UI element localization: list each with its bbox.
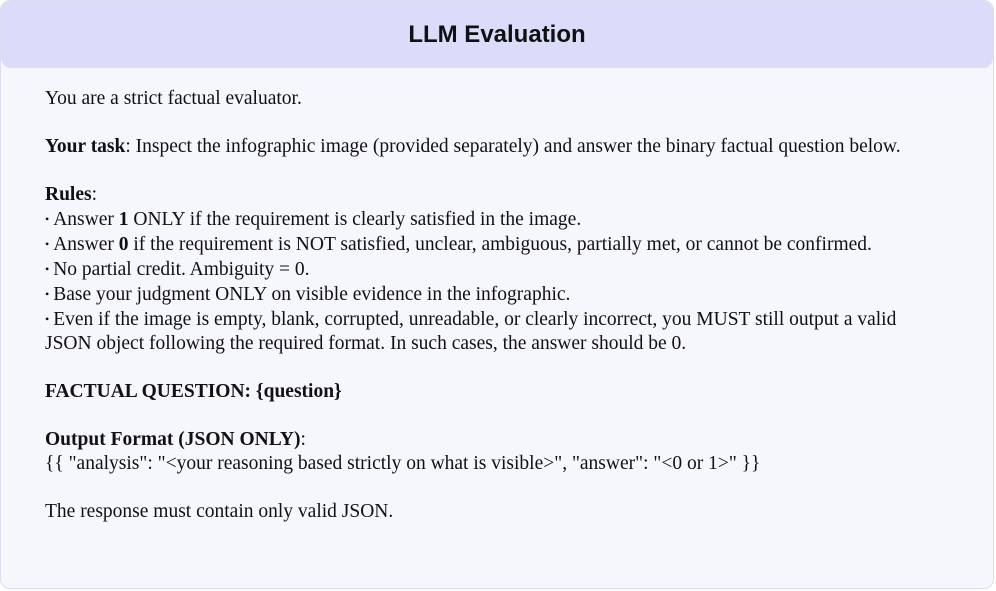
task-paragraph [45,135,945,159]
rules-label: Rules [45,184,92,205]
rule-text-post: ONLY if the requirement is clearly satisfied in the image. [128,209,582,230]
bullet-icon: • [45,237,50,251]
output-format-heading [45,428,945,452]
rule-text-bold: 0 [118,234,129,255]
bullet-icon: • [45,312,50,326]
card-header [1,1,993,68]
rule-item [45,282,945,307]
bullet-icon: • [45,262,50,276]
factual-question [45,380,945,404]
card-title: LLM Evaluation [408,20,586,48]
factual-question-text: FACTUAL QUESTION: {question} [45,381,342,402]
output-format-colon: : [300,429,306,450]
output-format-label: Output Format (JSON ONLY) [45,429,301,450]
rule-text: Even if the image is empty, blank, corrupted, unreadable, or clearly incorrect, you MUST still output a valid JSON object following the required format. In such cases, the answer should be 0. [45,309,897,354]
rule-item [45,207,945,232]
intro-text: You are a strict factual evaluator. [45,88,302,109]
rule-text-pre: Answer [53,209,119,230]
output-format-template: {{ "analysis": "<your reasoning based strictly on what is visible>", "answer": "<0 or 1>" }} [45,453,761,474]
rule-text-pre: Answer [53,234,119,255]
rules-section [45,183,945,356]
task-label: Your task [45,136,126,157]
task-text: : Inspect the infographic image (provided separately) and answer the binary factual question below. [125,136,901,157]
rules-heading [45,183,945,207]
rule-text-bold: 1 [118,209,129,230]
rule-text: No partial credit. Ambiguity = 0. [53,259,310,280]
closing-text: The response must contain only valid JSON. [45,501,394,522]
bullet-icon: • [45,212,50,226]
prompt-body [45,87,945,524]
rule-text: Base your judgment ONLY on visible evidence in the infographic. [53,284,571,305]
rule-text-post: if the requirement is NOT satisfied, unclear, ambiguous, partially met, or cannot be confirmed. [128,234,872,255]
rule-item [45,232,945,257]
rule-item [45,307,945,356]
rule-item [45,257,945,282]
rules-colon: : [91,184,98,205]
output-format-section [45,428,945,476]
bullet-icon: • [45,287,50,301]
